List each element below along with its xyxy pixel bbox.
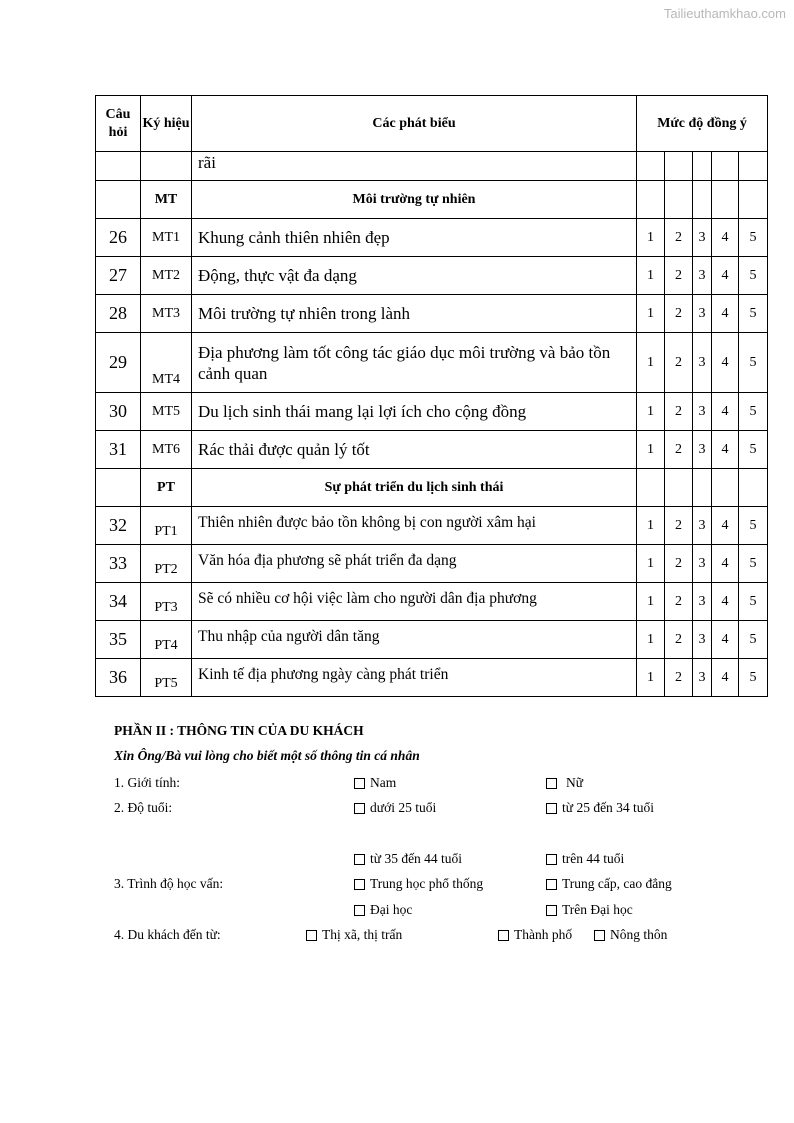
table-row (96, 219, 768, 257)
scale-option-3[interactable]: 3 (693, 545, 712, 583)
origin-option-city[interactable]: Thành phố (498, 927, 572, 943)
origin-label: 4. Du khách đến từ: (114, 927, 221, 942)
scale-option-5[interactable]: 5 (739, 295, 768, 333)
scale-option-3[interactable]: 3 (693, 257, 712, 295)
scale-option-1[interactable]: 1 (637, 545, 665, 583)
table-header-row (96, 96, 768, 152)
table-row (96, 545, 768, 583)
scale-option-1[interactable]: 1 (637, 431, 665, 469)
item-code: MT3 (141, 295, 192, 333)
scale-option-2[interactable]: 2 (665, 333, 693, 393)
statement-text: Kinh tế địa phương ngày càng phát triển (192, 659, 637, 697)
checkbox-icon[interactable] (546, 905, 557, 916)
statement-text: Động, thực vật đa dạng (192, 257, 637, 295)
checkbox-icon[interactable] (354, 879, 365, 890)
scale-option-1[interactable]: 1 (637, 257, 665, 295)
scale-option-1[interactable]: 1 (637, 507, 665, 545)
statement-text: Môi trường tự nhiên trong lành (192, 295, 637, 333)
carryover-text: rãi (192, 152, 637, 181)
scale-option-4[interactable]: 4 (712, 431, 739, 469)
scale-option-4[interactable]: 4 (712, 621, 739, 659)
scale-option-5[interactable]: 5 (739, 257, 768, 295)
question-number: 33 (96, 545, 141, 583)
item-code: MT4 (141, 333, 192, 393)
scale-option-3[interactable]: 3 (693, 507, 712, 545)
item-code: PT3 (141, 583, 192, 621)
scale-option-3[interactable]: 3 (693, 659, 712, 697)
age-option-25-34[interactable]: từ 25 đến 34 tuổi (546, 800, 654, 816)
age-label: 2. Độ tuổi: (114, 800, 173, 815)
gender-label: 1. Giới tính: (114, 775, 181, 790)
table-row (96, 393, 768, 431)
scale-option-3[interactable]: 3 (693, 431, 712, 469)
education-option-college[interactable]: Trung cấp, cao đẳng (546, 876, 672, 892)
question-number: 36 (96, 659, 141, 697)
section-title: Sự phát triển du lịch sinh thái (192, 469, 637, 507)
scale-option-1[interactable]: 1 (637, 333, 665, 393)
scale-option-3[interactable]: 3 (693, 621, 712, 659)
scale-option-3[interactable]: 3 (693, 219, 712, 257)
scale-option-3[interactable]: 3 (693, 333, 712, 393)
scale-option-5[interactable]: 5 (739, 431, 768, 469)
age-option-35-44[interactable]: từ 35 đến 44 tuổi (354, 851, 462, 867)
education-option-high-school[interactable]: Trung học phổ thống (354, 876, 483, 892)
item-code: MT6 (141, 431, 192, 469)
scale-option-4[interactable]: 4 (712, 257, 739, 295)
scale-option-4[interactable]: 4 (712, 507, 739, 545)
checkbox-icon[interactable] (354, 803, 365, 814)
table-row (96, 333, 768, 393)
checkbox-icon[interactable] (546, 803, 557, 814)
section-code: PT (141, 469, 192, 507)
question-number: 32 (96, 507, 141, 545)
scale-option-4[interactable]: 4 (712, 295, 739, 333)
scale-option-5[interactable]: 5 (739, 583, 768, 621)
scale-option-2[interactable]: 2 (665, 257, 693, 295)
item-code: PT1 (141, 507, 192, 545)
origin-option-town[interactable]: Thị xã, thị trấn (306, 927, 402, 943)
checkbox-icon[interactable] (594, 930, 605, 941)
scale-option-4[interactable]: 4 (712, 219, 739, 257)
question-number: 29 (96, 333, 141, 393)
part2-subtitle: Xin Ông/Bà vui lòng cho biết một số thông tin cá nhân (114, 748, 420, 763)
question-number: 26 (96, 219, 141, 257)
section-row-mt (96, 181, 768, 219)
statement-text: Sẽ có nhiều cơ hội việc làm cho người dân địa phương (192, 583, 637, 621)
scale-option-4[interactable]: 4 (712, 583, 739, 621)
table-row (96, 431, 768, 469)
item-code: PT5 (141, 659, 192, 697)
question-number: 27 (96, 257, 141, 295)
survey-table (95, 95, 768, 697)
scale-option-2[interactable]: 2 (665, 583, 693, 621)
gender-option-male[interactable]: Nam (354, 775, 396, 791)
item-code: MT5 (141, 393, 192, 431)
checkbox-icon[interactable] (498, 930, 509, 941)
scale-option-2[interactable]: 2 (665, 545, 693, 583)
scale-option-2[interactable]: 2 (665, 219, 693, 257)
header-code: Ký hiệu (141, 96, 192, 152)
checkbox-icon[interactable] (354, 854, 365, 865)
section-code: MT (141, 181, 192, 219)
scale-option-3[interactable]: 3 (693, 393, 712, 431)
scale-option-2[interactable]: 2 (665, 431, 693, 469)
item-code: PT4 (141, 621, 192, 659)
scale-option-3[interactable]: 3 (693, 295, 712, 333)
scale-option-2[interactable]: 2 (665, 507, 693, 545)
scale-option-1[interactable]: 1 (637, 659, 665, 697)
scale-option-5[interactable]: 5 (739, 659, 768, 697)
table-row (96, 507, 768, 545)
question-number: 35 (96, 621, 141, 659)
scale-option-4[interactable]: 4 (712, 333, 739, 393)
scale-option-1[interactable]: 1 (637, 583, 665, 621)
age-option-under-25[interactable]: dưới 25 tuổi (354, 800, 436, 816)
scale-option-2[interactable]: 2 (665, 393, 693, 431)
scale-option-4[interactable]: 4 (712, 545, 739, 583)
statement-text: Địa phương làm tốt công tác giáo dục môi trường và bảo tồn cảnh quan (192, 333, 637, 393)
checkbox-icon[interactable] (354, 905, 365, 916)
question-number: 30 (96, 393, 141, 431)
scale-option-1[interactable]: 1 (637, 393, 665, 431)
scale-option-1[interactable]: 1 (637, 621, 665, 659)
table-row (96, 583, 768, 621)
statement-text: Văn hóa địa phương sẽ phát triển đa dạng (192, 545, 637, 583)
header-question: Câu hỏi (96, 96, 141, 152)
question-number: 28 (96, 295, 141, 333)
scale-option-2[interactable]: 2 (665, 621, 693, 659)
checkbox-icon[interactable] (546, 854, 557, 865)
scale-option-5[interactable]: 5 (739, 507, 768, 545)
header-statement: Các phát biểu (192, 96, 637, 152)
education-option-postgraduate[interactable]: Trên Đại học (546, 902, 633, 918)
part2-title: PHẦN II : THÔNG TIN CỦA DU KHÁCH (114, 723, 364, 738)
statement-text: Rác thải được quản lý tốt (192, 431, 637, 469)
table-row (96, 295, 768, 333)
checkbox-icon[interactable] (546, 778, 557, 789)
scale-option-1[interactable]: 1 (637, 295, 665, 333)
checkbox-icon[interactable] (354, 778, 365, 789)
table-row (96, 621, 768, 659)
item-code: MT1 (141, 219, 192, 257)
question-number: 34 (96, 583, 141, 621)
scale-option-1[interactable]: 1 (637, 219, 665, 257)
scale-option-5[interactable]: 5 (739, 333, 768, 393)
statement-text: Thu nhập của người dân tăng (192, 621, 637, 659)
table-row (96, 257, 768, 295)
section-title: Môi trường tự nhiên (192, 181, 637, 219)
section-row-pt (96, 469, 768, 507)
item-code: PT2 (141, 545, 192, 583)
scale-option-5[interactable]: 5 (739, 545, 768, 583)
age-option-over-44[interactable]: trên 44 tuổi (546, 851, 624, 867)
checkbox-icon[interactable] (546, 879, 557, 890)
carryover-row (96, 152, 768, 181)
gender-option-female[interactable]: Nữ (546, 775, 583, 791)
header-scale: Mức độ đồng ý (637, 96, 768, 152)
scale-option-5[interactable]: 5 (739, 621, 768, 659)
education-option-university[interactable]: Đại học (354, 902, 412, 918)
scale-option-5[interactable]: 5 (739, 393, 768, 431)
scale-option-3[interactable]: 3 (693, 583, 712, 621)
scale-option-4[interactable]: 4 (712, 393, 739, 431)
scale-option-5[interactable]: 5 (739, 219, 768, 257)
scale-option-2[interactable]: 2 (665, 659, 693, 697)
origin-option-rural[interactable]: Nông thôn (594, 927, 667, 943)
education-label: 3. Trình độ học vấn: (114, 876, 224, 891)
statement-text: Thiên nhiên được bảo tồn không bị con người xâm hại (192, 507, 637, 545)
checkbox-icon[interactable] (306, 930, 317, 941)
table-row (96, 659, 768, 697)
item-code: MT2 (141, 257, 192, 295)
watermark: Tailieuthamkhao.com (663, 6, 786, 21)
scale-option-4[interactable]: 4 (712, 659, 739, 697)
scale-option-2[interactable]: 2 (665, 295, 693, 333)
statement-text: Du lịch sinh thái mang lại lợi ích cho cộng đồng (192, 393, 637, 431)
question-number: 31 (96, 431, 141, 469)
statement-text: Khung cảnh thiên nhiên đẹp (192, 219, 637, 257)
